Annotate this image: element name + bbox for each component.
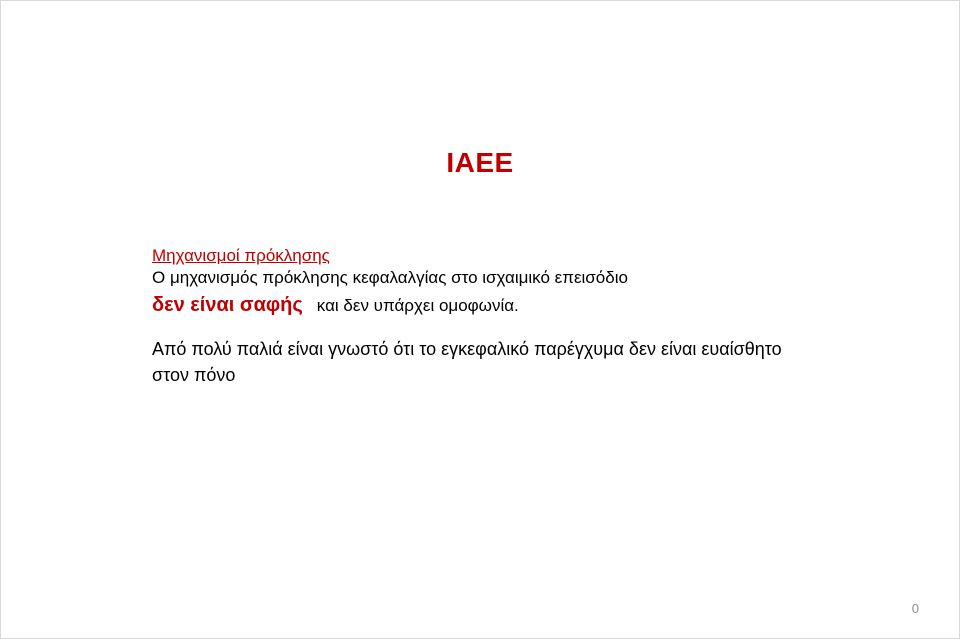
section-heading: Μηχανισμοί πρόκλησης xyxy=(152,246,330,265)
slide-body xyxy=(152,245,932,388)
body-line-4: στον πόνο xyxy=(152,365,236,385)
body-line-1: Ο μηχανισμός πρόκλησης κεφαλαλγίας στο ισχαιμικό επεισόδιο xyxy=(152,268,628,287)
body-line-3: Από πολύ παλιά είναι γνωστό ότι το εγκεφαλικό παρέγχυμα δεν είναι ευαίσθητο xyxy=(152,339,782,359)
slide-title: IAEE xyxy=(446,147,514,178)
body-line-2 xyxy=(152,292,932,319)
emphasis-text: δεν είναι σαφής xyxy=(152,294,303,316)
body-line-2-rest: και δεν υπάρχει ομοφωνία. xyxy=(316,296,519,315)
page-number: 0 xyxy=(911,601,919,616)
